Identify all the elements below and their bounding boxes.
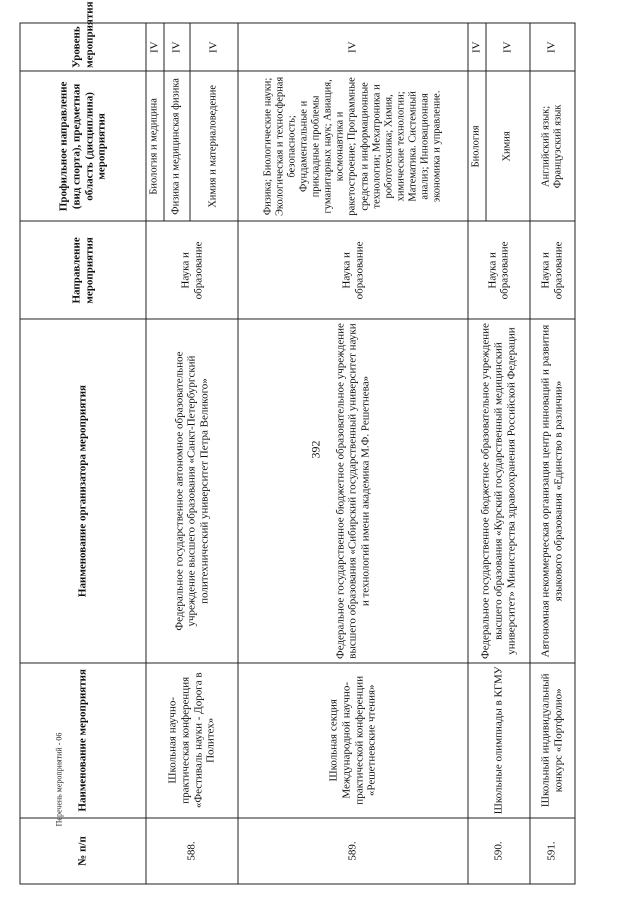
row-org: Федеральное государственное бюджетное образовательное учреждение высшего образования «Курский государственный медицинский университет» Министерства здравоохранения Российской Федерации [468,319,530,662]
row-prof: Физика и медицинская физика [164,71,190,221]
row-num: 591. [530,818,575,884]
row-lvl: IV [530,23,575,71]
row-lvl: IV [190,23,238,71]
row-name: Школьный индивидуальный конкурс «Портфолио» [530,663,575,818]
row-num: 588. [146,818,238,884]
row-name: Школьная секция Международной научно-практической конференции «Решетневские чтения» [238,663,468,818]
footer-note: Перечень мероприятий - 06 [54,732,64,827]
table-header-row [20,23,146,884]
row-prof: Биология [468,71,486,221]
row-org: Автономная некоммерческая организация центр инноваций и развития языкового образования «Единство в различии» [530,319,575,662]
row-dir: Наука и образование [468,221,530,319]
page-number: 392 [308,440,323,459]
table-row [468,23,486,884]
header-lvl: Уровень мероприятия [20,23,146,71]
header-dir: Направление мероприятия [20,221,146,319]
header-org: Наименование организатора мероприятия [20,319,146,662]
row-lvl: IV [146,23,164,71]
row-dir: Наука и образование [530,221,575,319]
table-row [238,23,468,884]
row-prof: Английский язык; Французский язык [530,71,575,221]
table-row [530,23,575,884]
row-lvl: IV [238,23,468,71]
events-table [20,1,576,885]
row-prof: Биология и медицина [146,71,164,221]
row-org: Федеральное государственное автономное образовательное учреждение высшего образования «Санкт-Петербургский политехнический университет Петра Великого» [146,319,238,662]
row-name: Школьная научно-практическая конференция «Фестиваль науки - Дорога в Политех» [146,663,238,818]
row-dir: Наука и образование [146,221,238,319]
row-lvl: IV [468,23,486,71]
table-row [146,23,164,884]
row-name: Школьные олимпиады в КГМУ [468,663,530,818]
header-name: Наименование мероприятия [20,663,146,818]
row-lvl: IV [486,23,530,71]
events-table-container [20,1,573,885]
row-lvl: IV [164,23,190,71]
row-org: Федеральное государственное бюджетное образовательное учреждение высшего образования «Сибирский государственный университет науки и технологий имени академика М.Ф. Решетнева» [238,319,468,662]
row-prof: Химия и материаловедение [190,71,238,221]
row-dir: Наука и образование [238,221,468,319]
row-num: 589. [238,818,468,884]
row-prof: Химия [486,71,530,221]
header-prof: Профильное направление (вид спорта), предметная область (дисциплина) мероприятия [20,71,146,221]
row-prof: Физика; Биологические науки; Экологическая и техносферная безопасность; Фундаментальные и прикладные проблемы гуманитарных наук; Авиация, космонавтика и ракетостроение; Программные средства и информационные технологии; Мехатроника и робототехника; Химия, химические технологии; Математика. Системный анализ; Инновационная экономика и управление. [238,71,468,221]
header-num: № п/п [20,818,146,884]
row-num: 590. [468,818,530,884]
